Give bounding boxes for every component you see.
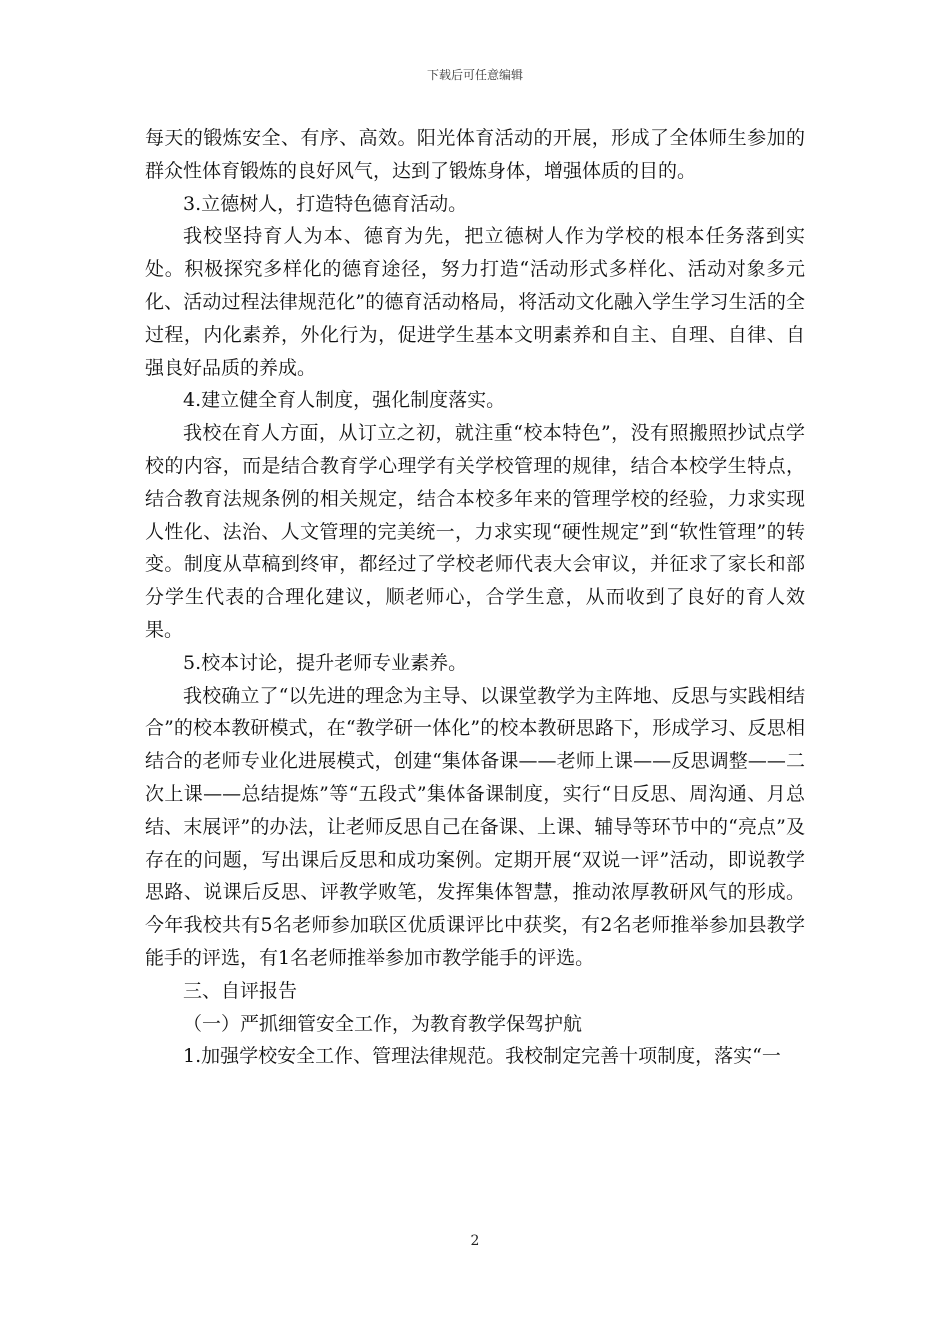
section-heading-self-evaluation: 三、自评报告 — [183, 979, 298, 1002]
page-header: 下载后可任意编辑 — [426, 68, 523, 82]
paragraph-moral-education: 我校坚持育人为本、德育为先，把立德树人作为学校的根本任务落到实处。积极探究多样化的德育途径，努力打造“活动形式多样化、活动对象多元化、活动过程法律规范化”的德育活动格局，将活动文化融入学生学习生活的全过程，内化素养，外化行为，促进学生基本文明素养和自主、自理、自律、自强良好品质的养成。 — [145, 225, 805, 379]
page-number: 2 — [470, 1233, 480, 1249]
document-body — [145, 122, 805, 1073]
paragraph-school-research: 我校确立了“以先进的理念为主导、以课堂教学为主阵地、反思与实践相结合”的校本教研模式，在“教学研一体化”的校本教研思路下，形成学习、反思相结合的老师专业化进展模式，创建“集体备课——老师上课——反思调整——二次上课——总结提炼”等“五段式”集体备课制度，实行“日反思、周沟通、月总结、末展评”的办法，让老师反思自己在备课、上课、辅导等环节中的“亮点”及存在的问题，写出课后反思和成功案例。定期开展“双说一评”活动，即说教学思路、说课后反思、评教学败笔，发挥集体智慧，推动浓厚教研风气的形成。今年我校共有5名老师参加联区优质课评比中获奖，有2名老师推举参加县教学能手的评选，有1名老师推举参加市教学能手的评选。 — [145, 684, 805, 969]
paragraph-education-system: 我校在育人方面，从订立之初，就注重“校本特色”，没有照搬照抄试点学校的内容，而是结合教育学心理学有关学校管理的规律，结合本校学生特点，结合教育法规条例的相关规定，结合本校多年来的管理学校的经验，力求实现人性化、法治、人文管理的完美统一，力求实现“硬性规定”到“软性管理”的转变。制度从草稿到终审，都经过了学校老师代表大会审议，并征求了家长和部分学生代表的合理化建议，顺老师心，合学生意，从而收到了良好的育人效果。 — [145, 422, 805, 641]
section-heading-5: 5.校本讨论，提升老师专业素养。 — [183, 651, 468, 674]
section-heading-3: 3.立德树人，打造特色德育活动。 — [183, 192, 468, 215]
paragraph-safety-management: 1.加强学校安全工作、管理法律规范。我校制定完善十项制度，落实“一 — [183, 1045, 781, 1068]
section-heading-4: 4.建立健全育人制度，强化制度落实。 — [183, 389, 506, 412]
subsection-heading-safety: （一）严抓细管安全工作，为教育教学保驾护航 — [183, 1012, 583, 1035]
paragraph-continuation: 每天的锻炼安全、有序、高效。阳光体育活动的开展，形成了全体师生参加的群众性体育锻炼的良好风气，达到了锻炼身体，增强体质的目的。 — [145, 127, 805, 182]
